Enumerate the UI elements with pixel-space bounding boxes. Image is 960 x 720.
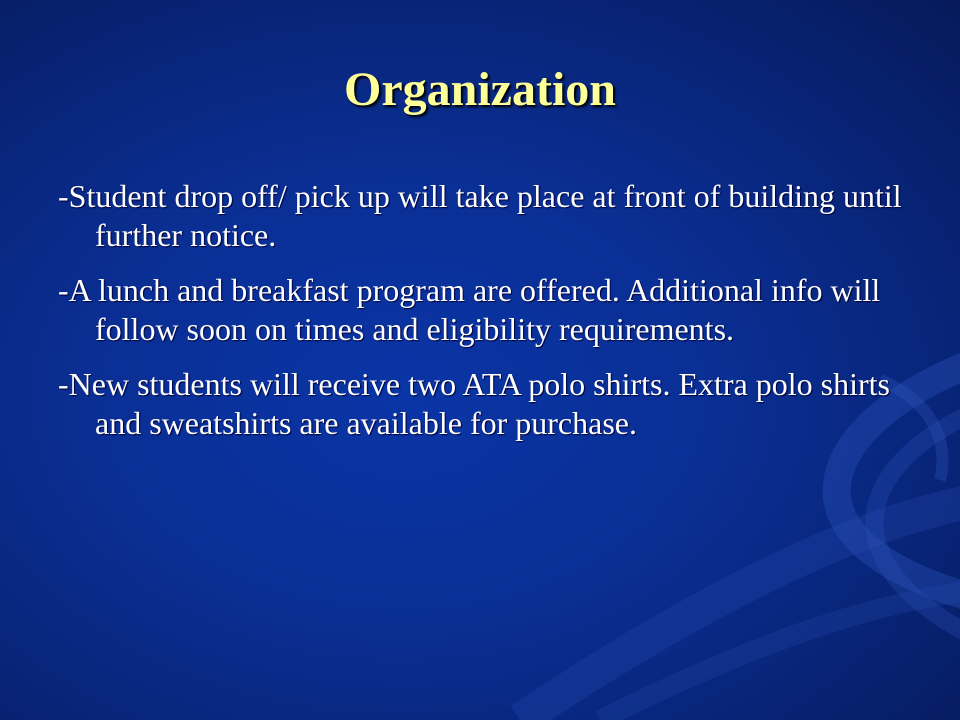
- bullet-list: [58, 177, 908, 459]
- bullet-item: -New students will receive two ATA polo shirts. Extra polo shirts and sweatshirts are available for purchase.: [58, 366, 890, 441]
- bullet-item: -Student drop off/ pick up will take place at front of building until further notice.: [58, 178, 902, 253]
- bullet-item: -A lunch and breakfast program are offered. Additional info will follow soon on times and eligibility requirements.: [58, 272, 881, 347]
- slide-title: Organization: [344, 63, 616, 116]
